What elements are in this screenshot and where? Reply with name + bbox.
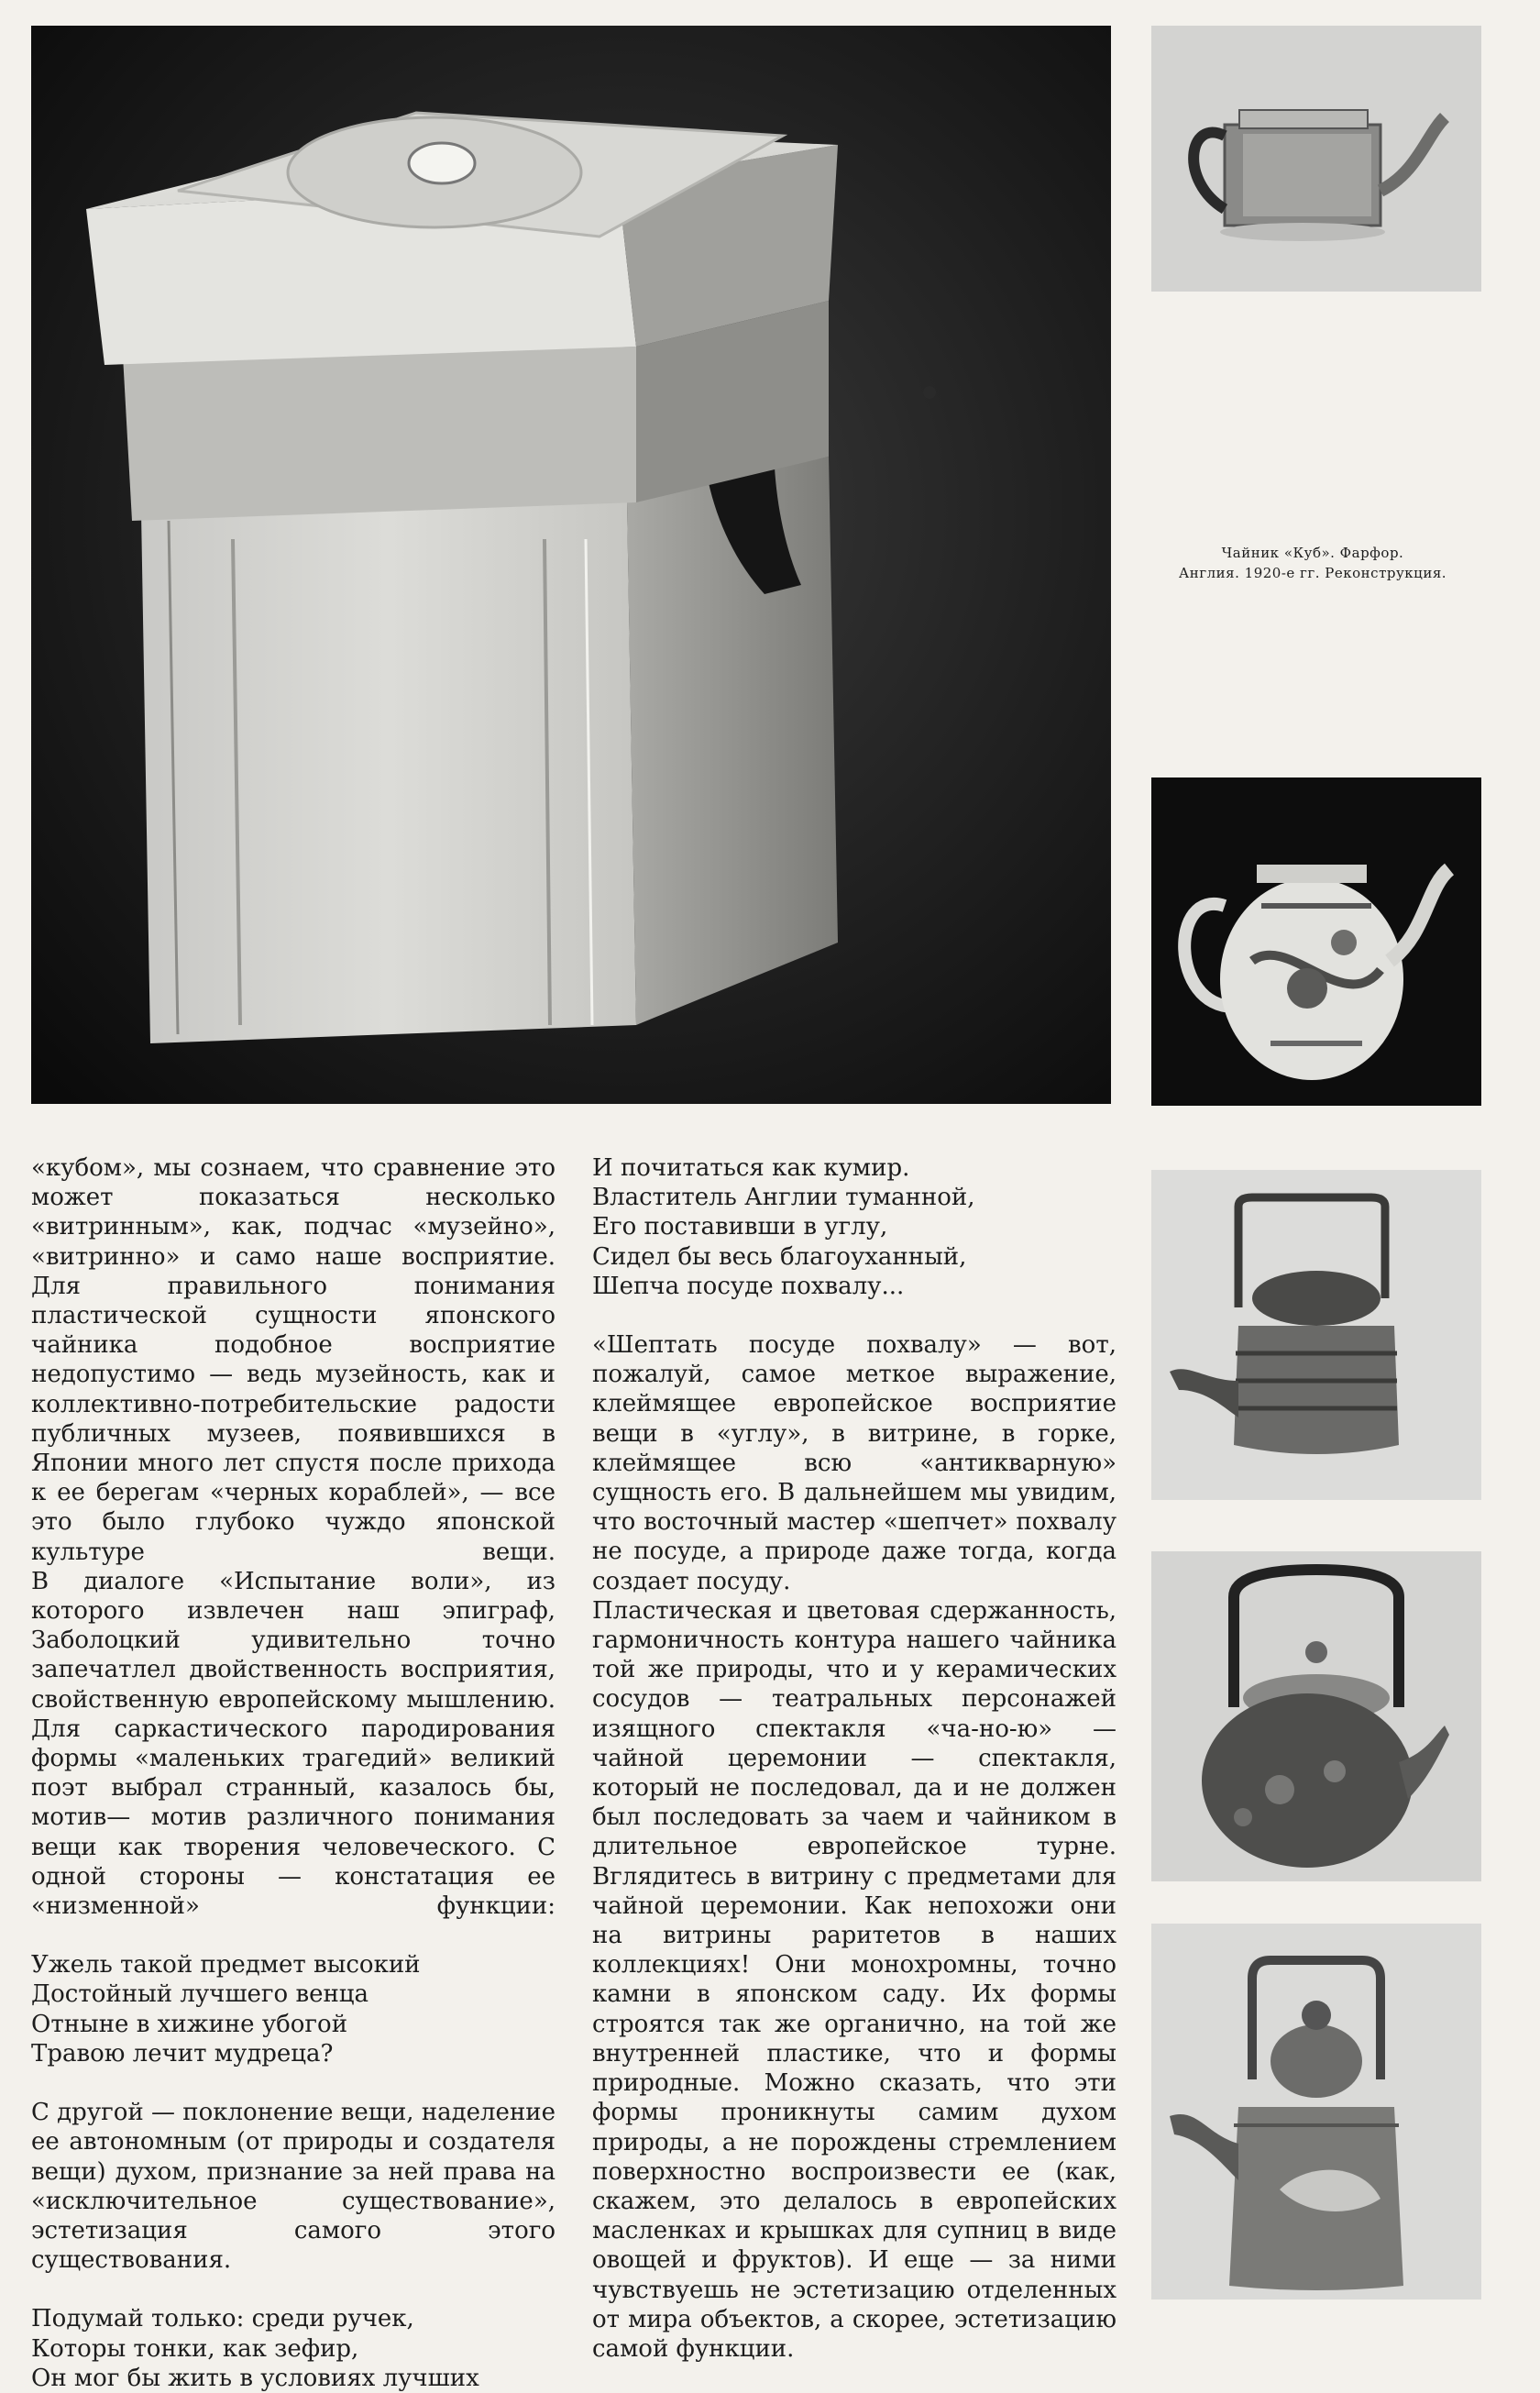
verse-line: Властитель Англии туманной, [592, 1184, 975, 1212]
verse-line: Ужель такой предмет высокий [31, 1951, 421, 1979]
left-paragraph-3: С другой — поклонение вещи, наделение ее автономным (от природы и создателя вещи) духом, признание за ней права на «исключительное существование», эстетизация самого этого существования. [31, 2099, 556, 2275]
verse-line: Шепча посуде похвалу... [592, 1272, 905, 1300]
caption-line-1: Чайник «Куб». Фарфор. [1221, 545, 1404, 561]
verse-line: Сидел бы весь благоуханный, [592, 1242, 967, 1271]
right-text-column [592, 1153, 1116, 2364]
right-paragraph-1: «Шептать посуде похвалу» — вот, пожалуй, самое меткое выражение, клеймящее европейское восприятие вещи в «углу», в витрине, в горке, клеймящее всю «антикварную» сущность его. В дальнейшем мы увидим, что восточный мастер «шепчет» похвалу не посуде, а природе даже тогда, когда создает посуду. [592, 1331, 1116, 1595]
verse-line: Достойный лучшего венца [31, 1980, 369, 2009]
round-kettle-photo [1151, 1551, 1481, 1881]
ridged-teapot-photo [1151, 1170, 1481, 1500]
left-paragraph-2: В диалоге «Испытание воли», из которого извлечен наш эпиграф, Заболоцкий удивительно точно запечатлел двойственность восприятия, свойственную европейскому мышлению. Для саркастического пародирования формы «маленьких трагедий» великий поэт выбрал странный, казалось бы, мотив— мотив различного понимания вещи как творения человеческого. С одной стороны — констатация ее «низменной» функции: [31, 1567, 556, 1921]
verse-line: Подумай только: среди ручек, [31, 2305, 414, 2333]
left-text-column [31, 1153, 556, 2393]
cube-teapot-photo [31, 26, 1111, 1104]
left-paragraph-1: «кубом», мы сознаем, что сравнение это может показаться несколько «витринным», как, подчас «музейно», «витринно» и само наше восприятие. Для правильного понимания пластической сущности японского чайника подобное восприятие недопустимо — ведь музейность, как и коллективно-потребительские радости публичных музеев, появившихся в Японии много лет спустя после прихода к ее берегам «черных кораблей», — все это было глубоко чуждо японской культуре вещи. [31, 1154, 556, 1566]
verse-line: Отныне в хижине убогой [31, 2010, 348, 2038]
verse-line: И почитаться как кумир. [592, 1154, 910, 1182]
main-photo-caption [1129, 543, 1496, 583]
painted-porcelain-teapot-photo [1151, 777, 1481, 1106]
silver-teapot-photo [1151, 26, 1481, 292]
verse-line: Его поставивши в углу, [592, 1213, 888, 1241]
ceramic-teapot-photo [1151, 1924, 1481, 2299]
right-paragraph-2: Пластическая и цветовая сдержанность, гармоничность контура нашего чайника той же природы, что и у керамических сосудов — театральных персонажей изящного спектакля «ча-но-ю» — чайной церемонии — спектакля, который не последовал, да и не должен был последовать за чаем и чайником в длительное европейское турне. Вглядитесь в витрину с предметами для чайной церемонии. Как непохожи они на витрины раритетов в наших коллекциях! Они монохромны, точно камни в японском саду. Их формы строятся так же органично, на той же внутренней пластике, что и формы природные. Можно сказать, что эти формы проникнуты самим духом природы, а не порождены стремлением поверхностно воспроизвести ее (как, скажем, это делалось в европейских масленках и крышках для супниц в виде овощей и фруктов). И еще — за ними чувствуешь не эстетизацию отделенных от мира объектов, а скорее, эстетизацию самой функции. [592, 1596, 1116, 2363]
verse-line: Травою лечит мудреца? [31, 2039, 334, 2068]
verse-line: Которы тонки, как зефир, [31, 2334, 359, 2363]
caption-line-2: Англия. 1920-е гг. Реконструкция. [1178, 565, 1447, 581]
verse-line: Он мог бы жить в условиях лучших [31, 2364, 479, 2392]
